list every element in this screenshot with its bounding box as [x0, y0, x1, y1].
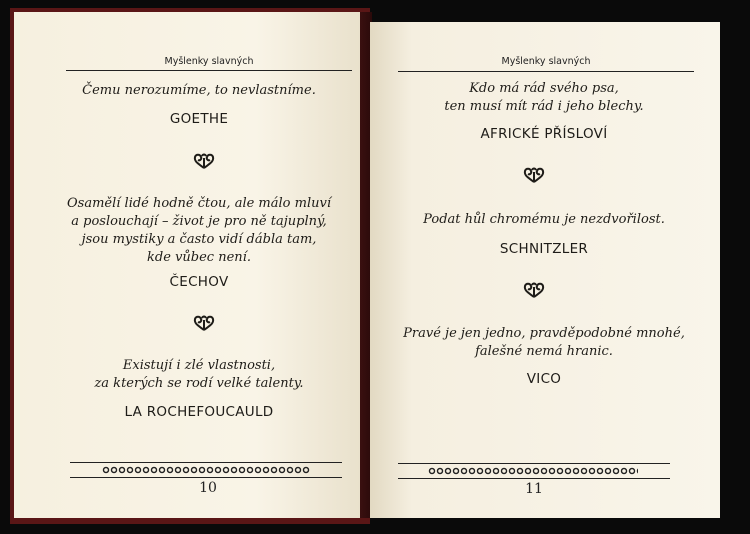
header-rule: [398, 71, 694, 72]
left-page: [14, 12, 360, 518]
right-page: [370, 22, 720, 518]
quote-line: za kterých se rodí velké talenty.: [94, 376, 304, 391]
quote-line: jsou mystiky a často vidí dábla tam,: [81, 232, 317, 247]
fleuron-ornament-icon: [523, 281, 545, 299]
running-head: Myšlenky slavných: [164, 56, 254, 67]
footer-rule: [70, 477, 342, 478]
chain-ornament-icon: [102, 466, 310, 474]
quote-cechov: [54, 195, 344, 267]
quote-line: Osamělí lidé hodně čtou, ale málo mluví: [67, 196, 331, 211]
quote-line: Čemu nerozumíme, to nevlastníme.: [82, 83, 316, 98]
fleuron-ornament-icon: [523, 166, 545, 184]
footer-rule: [398, 478, 670, 479]
quote-line: a poslouchají – život je pro ně tajuplný,: [71, 214, 327, 229]
quote-line: Podat hůl chromému je nezdvořilost.: [423, 212, 665, 227]
author-vico: VICO: [526, 371, 562, 387]
quote-line: kde vůbec není.: [147, 250, 251, 265]
page-number: 10: [199, 480, 217, 496]
quote-line: falešné nemá hranic.: [475, 344, 613, 359]
running-head: Myšlenky slavných: [501, 56, 591, 67]
fleuron-ornament-icon: [193, 314, 215, 332]
quote-schnitzler: [388, 211, 700, 229]
page-number: 11: [525, 481, 543, 497]
footer-rule: [70, 462, 342, 463]
author-africke-prislovi: AFRICKÉ PŘÍSLOVÍ: [480, 126, 608, 142]
author-goethe: GOETHE: [169, 111, 229, 127]
author-la-rochefoucauld: LA ROCHEFOUCAULD: [124, 404, 274, 420]
quote-vico: [388, 325, 700, 361]
quote-line: Existují i zlé vlastnosti,: [122, 358, 276, 373]
author-cechov: ČECHOV: [169, 274, 229, 290]
footer-rule: [398, 463, 670, 464]
fleuron-ornament-icon: [193, 152, 215, 170]
header-rule: [66, 70, 352, 71]
quote-line: Kdo má rád svého psa,: [469, 81, 619, 96]
quote-africke-prislovi: [388, 80, 700, 116]
quote-la-rochefoucauld: [54, 357, 344, 393]
author-schnitzler: SCHNITZLER: [499, 241, 589, 257]
quote-goethe: [54, 82, 344, 100]
quote-line: Pravé je jen jedno, pravděpodobné mnohé,: [403, 326, 685, 341]
quote-line: ten musí mít rád i jeho blechy.: [444, 99, 644, 114]
chain-ornament-icon: [428, 467, 638, 475]
